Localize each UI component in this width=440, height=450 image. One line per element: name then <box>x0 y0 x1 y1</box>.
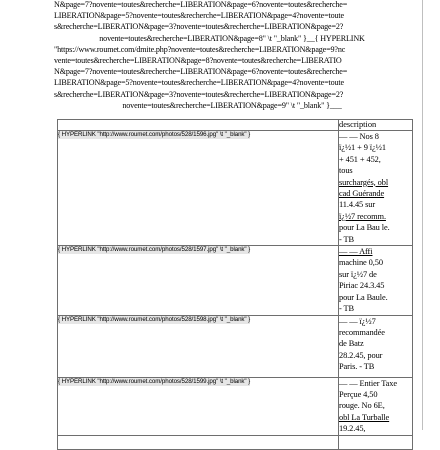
description-line: ï¿½7 recomm. <box>339 211 386 221</box>
description-line: pour La Bau le. <box>339 223 390 233</box>
table-row <box>58 131 413 246</box>
description-cell <box>339 246 413 315</box>
description-line: — — ï¿½7 <box>339 316 376 326</box>
table-header-blank-cell <box>58 120 339 131</box>
description-cell <box>339 315 413 377</box>
description-line: 11.4.45 sur <box>339 200 376 210</box>
description-line: de Batz <box>339 339 364 349</box>
description-line: - TB <box>339 234 355 244</box>
hyperlink-field-code[interactable]: { HYPERLINK "http://www.roumet.com/photos/528/1598.jpg" \t "_blank" } <box>58 315 251 323</box>
description-column-header: description <box>339 120 413 131</box>
field-code-line: s&recherche=LIBERATION&page=3?novente=toutes&recherche=LIBERATION&page=2? <box>54 22 344 32</box>
description-line: recommandée <box>339 327 385 337</box>
blank-cell <box>58 435 339 449</box>
right-margin-line <box>422 0 423 430</box>
photo-hyperlink-field[interactable] <box>58 246 339 315</box>
field-code-line: N&page=7?novente=toutes&recherche=LIBERATION&page=6?novente=toutes&recherche= <box>54 67 348 77</box>
description-line: — — Entier Taxe <box>339 378 397 388</box>
blank-cell <box>339 435 413 449</box>
hyperlink-field-code[interactable]: { HYPERLINK "http://www.roumet.com/photos/528/1596.jpg" \t "_blank" } <box>58 131 251 138</box>
description-line: 19.2.45, <box>339 424 366 434</box>
description-line: ï¿½1 + 9 ï¿½1 <box>339 143 386 153</box>
description-line: — — Affi <box>339 247 373 257</box>
table-header-row <box>58 120 413 131</box>
hyperlink-field-code-text <box>54 0 410 111</box>
field-code-line: s&recherche=LIBERATION&page=3?novente=toutes&recherche=LIBERATION&page=2? <box>54 89 344 99</box>
table-row <box>58 246 413 315</box>
field-code-line: novente=toutes&recherche=LIBERATION&page=9" \t "_blank" }___ <box>122 100 342 110</box>
table-row <box>58 377 413 435</box>
table-row-partial <box>58 435 413 449</box>
field-code-line: novente=toutes&recherche=LIBERATION&page=8" \t "_blank" }__{ HYPERLINK <box>99 33 365 43</box>
description-line: surchargés, obl <box>339 177 389 187</box>
description-line: tous <box>339 166 353 176</box>
description-line: Perçue 4,50 <box>339 389 378 399</box>
description-line: + 451 + 452, <box>339 154 381 164</box>
field-code-line: LIBERATION&page=5?novente=toutes&recherche=LIBERATION&page=4?novente=toute <box>54 78 344 88</box>
description-line: 28.2.45, pour <box>339 350 383 360</box>
field-code-line: vente=toutes&recherche=LIBERATION&page=8?novente=toutes&recherche=LIBERATIO <box>54 55 342 65</box>
field-code-line: N&page=7?novente=toutes&recherche=LIBERATION&page=6?novente=toutes&recherche= <box>54 0 348 9</box>
description-line: machine 0,50 <box>339 258 383 268</box>
description-line: - TB <box>339 304 355 314</box>
hyperlink-field-code[interactable]: { HYPERLINK "http://www.roumet.com/photos/528/1599.jpg" \t "_blank" } <box>58 377 251 385</box>
photo-hyperlink-field[interactable] <box>58 377 339 435</box>
description-line: pour La Baule. <box>339 292 388 302</box>
table-row <box>58 315 413 377</box>
description-line: Paris. - TB <box>339 362 375 372</box>
description-line: sur ï¿½7 de <box>339 269 377 279</box>
stamp-listing-table <box>57 119 413 450</box>
description-line: cad Guérande <box>339 189 385 199</box>
photo-hyperlink-field[interactable] <box>58 131 339 246</box>
photo-hyperlink-field[interactable] <box>58 315 339 377</box>
field-code-line: LIBERATION&page=5?novente=toutes&recherche=LIBERATION&page=4?novente=toute <box>54 11 344 21</box>
description-line: rouge. No 6E, <box>339 401 385 411</box>
description-line: — — Nos 8 <box>339 132 379 141</box>
field-code-line: "https://www.roumet.com/dmite.php?novente=toutes&recherche=LIBERATION&page=9?nc <box>54 44 346 54</box>
description-line: Piriac 24.3.45 <box>339 281 385 291</box>
description-cell <box>339 377 413 435</box>
description-cell <box>339 131 413 246</box>
description-line: obl La Turballe <box>339 412 390 422</box>
hyperlink-field-code[interactable]: { HYPERLINK "http://www.roumet.com/photos/528/1597.jpg" \t "_blank" } <box>58 246 251 254</box>
